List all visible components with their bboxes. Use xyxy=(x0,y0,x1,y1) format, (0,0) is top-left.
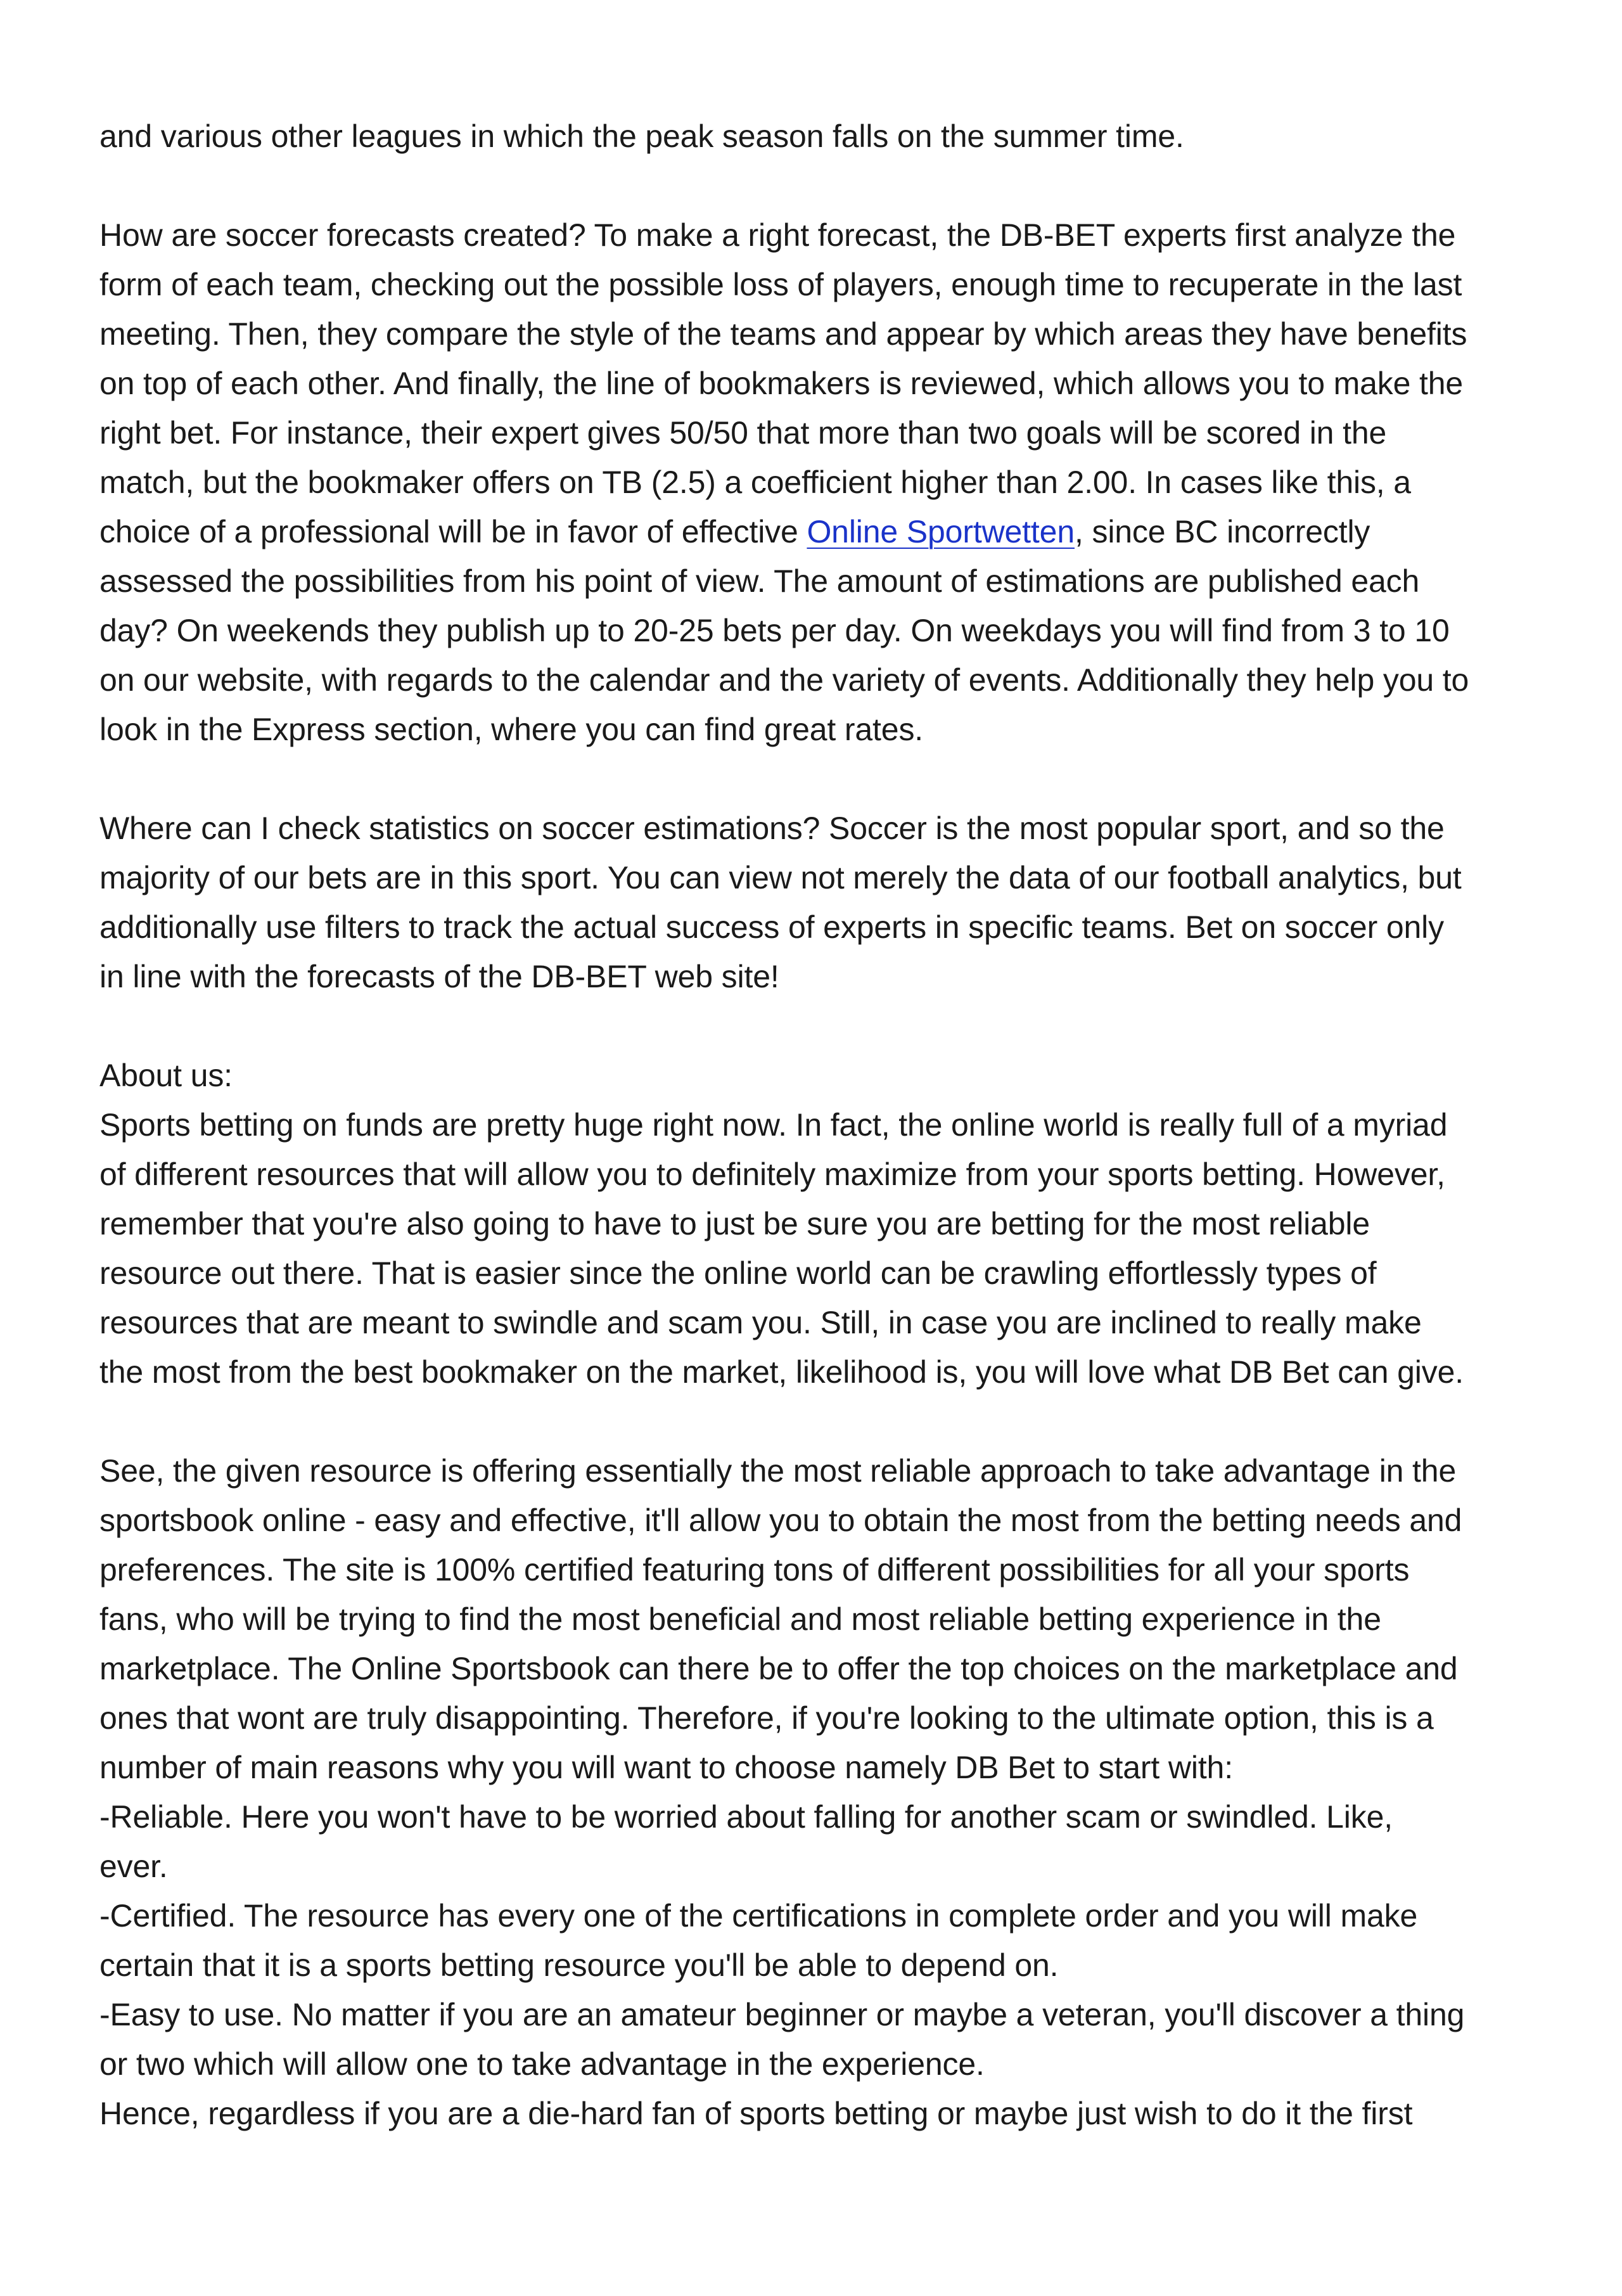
text-line: ever. xyxy=(99,1849,168,1884)
text-line: remember that you're also going to have to just be sure you are betting for the most reliable xyxy=(99,1206,1370,1241)
paragraph-intro-continuation xyxy=(99,112,1550,161)
list-item-reliable: -Reliable. Here you won't have to be worried about falling for another scam or swindled. Like, xyxy=(99,1799,1393,1835)
link-line-suffix: , since BC incorrectly xyxy=(1074,514,1370,549)
text-line: How are soccer forecasts created? To make a right forecast, the DB-BET experts first analyze the xyxy=(99,217,1456,253)
text-line: of different resources that will allow you to definitely maximize from your sports betting. However, xyxy=(99,1157,1445,1192)
text-line-with-link xyxy=(99,507,1550,556)
text-line: ones that wont are truly disappointing. Therefore, if you're looking to the ultimate option, this is a xyxy=(99,1700,1434,1736)
text-line: the most from the best bookmaker on the market, likelihood is, you will love what DB Bet can give. xyxy=(99,1354,1464,1390)
link-line-prefix: choice of a professional will be in favor of effective xyxy=(99,514,807,549)
text-line: additionally use filters to track the actual success of experts in specific teams. Bet on soccer only xyxy=(99,909,1444,945)
text-line: Sports betting on funds are pretty huge right now. In fact, the online world is really full of a myriad xyxy=(99,1107,1448,1143)
text-line: right bet. For instance, their expert gives 50/50 that more than two goals will be scored in the xyxy=(99,415,1387,451)
text-line: on our website, with regards to the calendar and the variety of events. Additionally they help you to xyxy=(99,662,1469,698)
text-line: assessed the possibilities from his point of view. The amount of estimations are published each xyxy=(99,563,1420,599)
paragraph-forecasts xyxy=(99,210,1550,754)
text-line: and various other leagues in which the peak season falls on the summer time. xyxy=(99,119,1184,154)
text-line: match, but the bookmaker offers on TB (2.5) a coefficient higher than 2.00. In cases like this, a xyxy=(99,465,1411,500)
text-line: look in the Express section, where you can find great rates. xyxy=(99,712,924,747)
text-line: meeting. Then, they compare the style of the teams and appear by which areas they have benefits xyxy=(99,316,1467,352)
text-line: Hence, regardless if you are a die-hard fan of sports betting or maybe just wish to do it the first xyxy=(99,2096,1413,2131)
paragraph-about-us xyxy=(99,1051,1550,1397)
text-line: Where can I check statistics on soccer estimations? Soccer is the most popular sport, and so the xyxy=(99,811,1445,846)
text-line: preferences. The site is 100% certified featuring tons of different possibilities for all your sports xyxy=(99,1552,1410,1587)
text-line: in line with the forecasts of the DB-BET web site! xyxy=(99,959,779,994)
text-line: marketplace. The Online Sportsbook can there be to offer the top choices on the marketplace and xyxy=(99,1651,1458,1686)
text-line: or two which will allow one to take advantage in the experience. xyxy=(99,2046,985,2082)
list-item-easy-to-use: -Easy to use. No matter if you are an amateur beginner or maybe a veteran, you'll discover a thing xyxy=(99,1997,1465,2032)
paragraph-reasons xyxy=(99,1446,1550,2138)
text-line: sportsbook online - easy and effective, it'll allow you to obtain the most from the betting needs and xyxy=(99,1503,1462,1538)
text-line: See, the given resource is offering essentially the most reliable approach to take advantage in the xyxy=(99,1453,1457,1489)
list-item-certified: -Certified. The resource has every one of the certifications in complete order and you will make xyxy=(99,1898,1418,1934)
text-line: certain that it is a sports betting resource you'll be able to depend on. xyxy=(99,1947,1059,1983)
text-line: on top of each other. And finally, the line of bookmakers is reviewed, which allows you to make the xyxy=(99,366,1464,401)
online-sportwetten-link[interactable]: Online Sportwetten xyxy=(807,514,1075,549)
text-line: resources that are meant to swindle and scam you. Still, in case you are inclined to really make xyxy=(99,1305,1422,1340)
text-line: form of each team, checking out the possible loss of players, enough time to recuperate in the last xyxy=(99,267,1462,302)
text-line: day? On weekends they publish up to 20-25 bets per day. On weekdays you will find from 3 to 10 xyxy=(99,613,1450,648)
document-page xyxy=(99,112,1550,2188)
text-line: resource out there. That is easier since the online world can be crawling effortlessly types of xyxy=(99,1255,1377,1291)
paragraph-statistics xyxy=(99,804,1550,1001)
about-us-heading: About us: xyxy=(99,1058,233,1093)
text-line: number of main reasons why you will want to choose namely DB Bet to start with: xyxy=(99,1750,1233,1785)
text-line: majority of our bets are in this sport. You can view not merely the data of our football analytics, but xyxy=(99,860,1462,895)
text-line: fans, who will be trying to find the most beneficial and most reliable betting experience in the xyxy=(99,1601,1381,1637)
